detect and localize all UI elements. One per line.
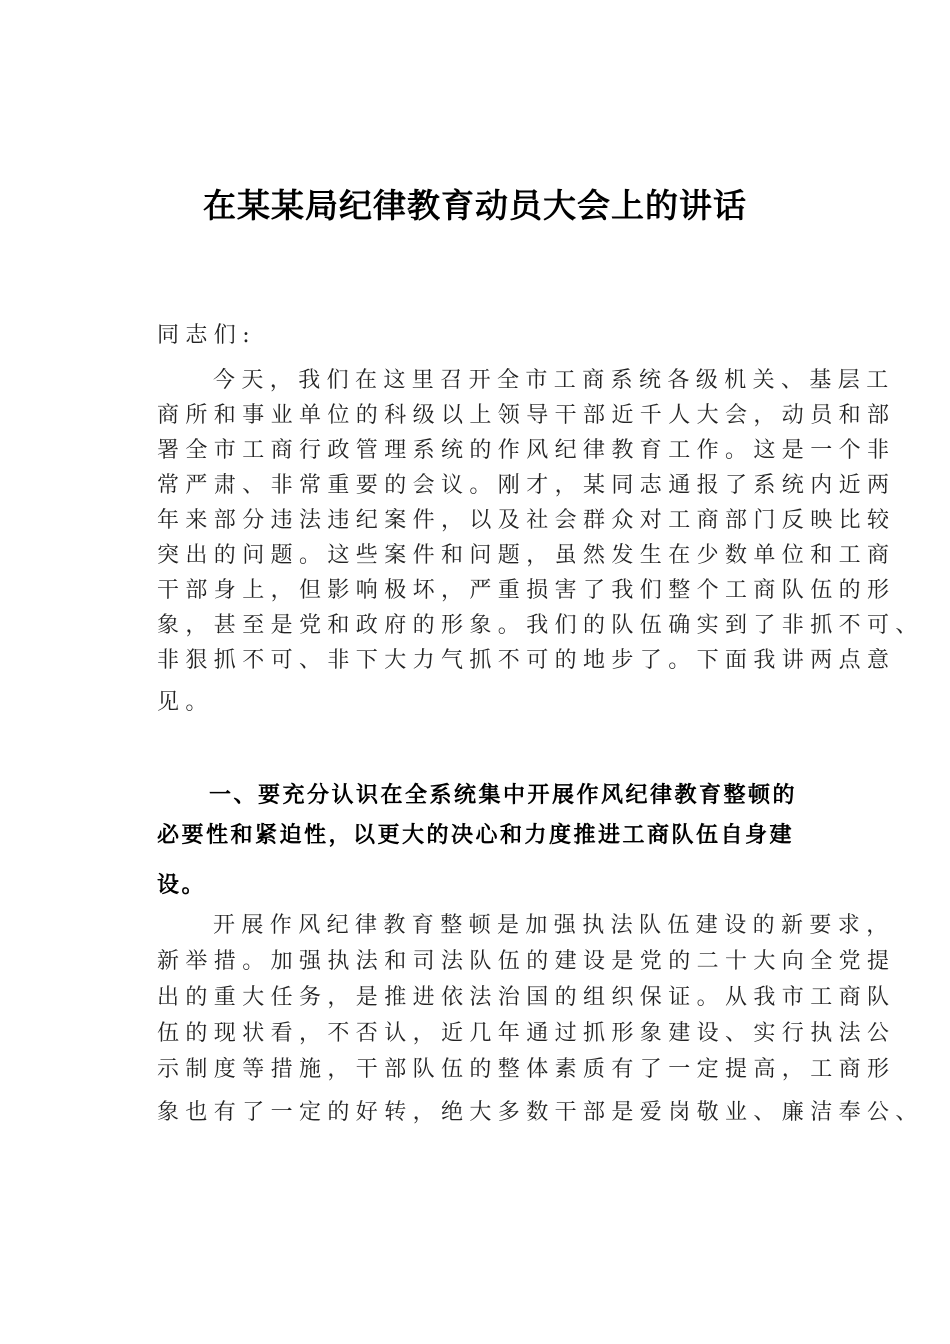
paragraph-line: 象也有了一定的好转，绝大多数干部是爱岗敬业、廉洁奉公、 [157, 1100, 924, 1125]
paragraph-line: 署全市工商行政管理系统的作风纪律教育工作。这是一个非 [157, 438, 896, 463]
paragraph-line: 常严肃、非常重要的会议。刚才，某同志通报了系统内近两 [157, 473, 896, 498]
paragraph-line: 今天，我们在这里召开全市工商系统各级机关、基层工 [213, 368, 895, 393]
paragraph-line: 见。 [157, 690, 214, 715]
paragraph-line: 伍的现状看，不否认，近几年通过抓形象建设、实行执法公 [157, 1021, 896, 1046]
paragraph-line: 非狠抓不可、非下大力气抓不可的地步了。下面我讲两点意 [157, 648, 896, 673]
paragraph-line: 象，甚至是党和政府的形象。我们的队伍确实到了非抓不可、 [157, 613, 924, 638]
salutation [157, 318, 797, 353]
heading-line: 必要性和紧迫性，以更大的决心和力度推进工商队伍自身建 [157, 823, 795, 848]
paragraph-line: 开展作风纪律教育整顿是加强执法队伍建设的新要求， [213, 913, 895, 938]
section-heading-1 [157, 776, 827, 906]
paragraph-line: 突出的问题。这些案件和问题，虽然发生在少数单位和工商 [157, 543, 896, 568]
paragraph-line: 干部身上，但影响极坏，严重损害了我们整个工商队伍的形 [157, 578, 896, 603]
paragraph-line: 商所和事业单位的科级以上领导干部近千人大会，动员和部 [157, 403, 896, 428]
paragraph-line: 出的重大任务，是推进依法治国的组织保证。从我市工商队 [157, 985, 896, 1010]
document-title: 在某某局纪律教育动员大会上的讲话 [203, 186, 747, 225]
paragraph-1 [157, 363, 924, 720]
paragraph-line: 新举措。加强执法和司法队伍的建设是党的二十大向全党提 [157, 949, 896, 974]
heading-line: 设。 [157, 873, 207, 898]
paragraph-line: 年来部分违法违纪案件，以及社会群众对工商部门反映比较 [157, 508, 896, 533]
salutation-text: 同志们: [157, 323, 257, 348]
paragraph-2 [157, 908, 924, 1131]
paragraph-line: 示制度等措施，干部队伍的整体素质有了一定提高，工商形 [157, 1057, 896, 1082]
heading-line: 一、要充分认识在全系统集中开展作风纪律教育整顿的 [209, 783, 798, 808]
